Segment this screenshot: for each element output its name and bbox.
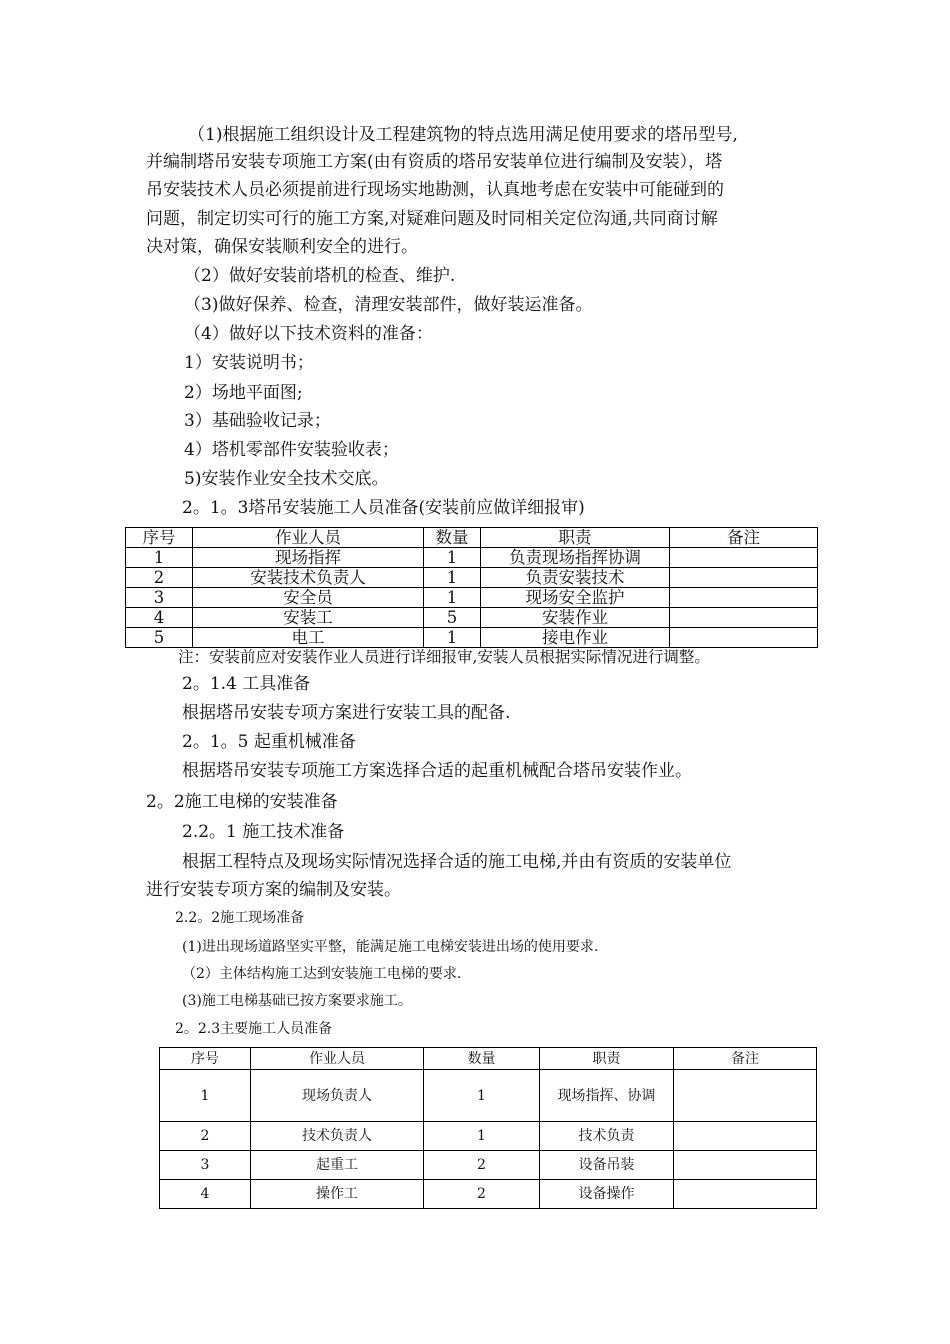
column-header: 职责 [540, 1048, 674, 1070]
table-row [126, 608, 818, 628]
table-cell: 5 [126, 628, 193, 648]
section-heading-2-2-1: 2.2。1 施工技术准备 [182, 822, 345, 842]
column-header: 序号 [160, 1048, 251, 1070]
paragraph-1-line-5: 决对策，确保安装顺利安全的进行。 [146, 237, 418, 257]
table-cell: 1 [126, 548, 193, 568]
table-cell: 现场负责人 [251, 1070, 424, 1122]
table-cell: 安装作业 [481, 608, 670, 628]
paragraph-2: （2）做好安装前塔机的检查、维护. [184, 266, 456, 286]
list-item-5: 5)安装作业安全技术交底。 [184, 469, 389, 489]
table-cell: 1 [424, 568, 481, 588]
list-item-4: 4）塔机零部件安装验收表； [184, 440, 399, 460]
table-cell: 1 [424, 548, 481, 568]
table-row [160, 1122, 817, 1151]
paragraph-2-1-5: 根据塔吊安装专项施工方案选择合适的起重机械配合塔吊安装作业。 [182, 761, 692, 781]
table-cell [674, 1122, 817, 1151]
column-header: 序号 [126, 528, 193, 548]
table-cell [674, 1070, 817, 1122]
table-cell: 设备吊装 [540, 1151, 674, 1180]
table-cell: 2 [424, 1151, 540, 1180]
table-cell [674, 1180, 817, 1209]
paragraph-2-2-2-item-3: (3)施工电梯基础已按方案要求施工。 [182, 993, 412, 1009]
column-header: 备注 [674, 1048, 817, 1070]
paragraph-4: （4）做好以下技术资料的准备： [184, 324, 433, 344]
table-cell: 电工 [193, 628, 424, 648]
table-cell: 4 [126, 608, 193, 628]
section-heading-2-2-3: 2。2.3主要施工人员准备 [175, 1021, 333, 1037]
table-header-row [126, 528, 818, 548]
column-header: 职责 [481, 528, 670, 548]
paragraph-3: （3)做好保养、检查，清理安装部件，做好装运准备。 [184, 295, 593, 315]
table-cell [670, 608, 818, 628]
table-cell: 3 [160, 1151, 251, 1180]
section-heading-2-2-2: 2.2。2施工现场准备 [175, 910, 305, 926]
table-cell: 负责现场指挥协调 [481, 548, 670, 568]
table-cell: 操作工 [251, 1180, 424, 1209]
table-cell: 安装工 [193, 608, 424, 628]
table-cell: 安全员 [193, 588, 424, 608]
table-row [160, 1180, 817, 1209]
table-cell: 3 [126, 588, 193, 608]
paragraph-2-2-1-line-1: 根据工程特点及现场实际情况选择合适的施工电梯,并由有资质的安装单位 [182, 852, 732, 872]
table-cell [674, 1151, 817, 1180]
table-cell: 现场指挥 [193, 548, 424, 568]
table-cell: 4 [160, 1180, 251, 1209]
column-header: 备注 [670, 528, 818, 548]
paragraph-1-line-3: 吊安装技术人员必须提前进行现场实地勘测，认真地考虑在安装中可能碰到的 [146, 180, 724, 200]
table-cell: 2 [424, 1180, 540, 1209]
section-heading-2-2: 2。2施工电梯的安装准备 [146, 792, 338, 812]
column-header: 数量 [424, 528, 481, 548]
table-header-row [160, 1048, 817, 1070]
table-cell: 负责安装技术 [481, 568, 670, 588]
table-cell: 1 [160, 1070, 251, 1122]
table-note: 注：安装前应对安装作业人员进行详细报审,安装人员根据实际情况进行调整。 [178, 648, 710, 666]
table-cell: 2 [126, 568, 193, 588]
table-cell: 现场安全监护 [481, 588, 670, 608]
paragraph-1-line-2: 并编制塔吊安装专项施工方案(由有资质的塔吊安装单位进行编制及安装），塔 [146, 152, 723, 172]
table-cell: 设备操作 [540, 1180, 674, 1209]
table-row [160, 1070, 817, 1122]
table-cell: 2 [160, 1122, 251, 1151]
table-cell: 技术负责 [540, 1122, 674, 1151]
table-cell: 安装技术负责人 [193, 568, 424, 588]
list-item-3: 3）基础验收记录； [184, 411, 331, 431]
table-cell: 1 [424, 1070, 540, 1122]
paragraph-2-2-1-line-2: 进行安装专项方案的编制及安装。 [146, 880, 401, 900]
column-header: 作业人员 [251, 1048, 424, 1070]
paragraph-2-2-2-item-2: （2）主体结构施工达到安装施工电梯的要求. [182, 966, 462, 982]
table-cell [670, 628, 818, 648]
tower-crane-staff-table [125, 527, 818, 648]
paragraph-1-line-4: 问题，制定切实可行的施工方案,对疑难问题及时同相关定位沟通,共同商讨解 [146, 209, 718, 229]
list-item-1: 1）安装说明书； [184, 353, 314, 373]
paragraph-2-1-4: 根据塔吊安装专项方案进行安装工具的配备. [182, 703, 511, 723]
table-cell: 技术负责人 [251, 1122, 424, 1151]
table-cell: 1 [424, 628, 481, 648]
table-cell: 1 [424, 1122, 540, 1151]
table-cell [670, 568, 818, 588]
table-cell [670, 548, 818, 568]
paragraph-1-line-1: （1)根据施工组织设计及工程建筑物的特点选用满足使用要求的塔吊型号, [188, 125, 738, 145]
table-cell: 5 [424, 608, 481, 628]
table-cell [670, 588, 818, 608]
table-cell: 现场指挥、协调 [540, 1070, 674, 1122]
column-header: 作业人员 [193, 528, 424, 548]
elevator-staff-table [159, 1047, 817, 1209]
section-heading-2-1-4: 2。1.4 工具准备 [182, 674, 311, 694]
section-heading-2-1-5: 2。1。5 起重机械准备 [182, 732, 356, 752]
paragraph-2-2-2-item-1: (1)进出现场道路坚实平整，能满足施工电梯安装进出场的使用要求. [182, 939, 599, 955]
table-row [126, 568, 818, 588]
table-row [126, 588, 818, 608]
section-heading-2-1-3: 2。1。3塔吊安装施工人员准备(安装前应做详细报审) [182, 498, 585, 518]
list-item-2: 2）场地平面图; [184, 383, 303, 403]
table-row [126, 548, 818, 568]
table-cell: 1 [424, 588, 481, 608]
table-row [160, 1151, 817, 1180]
table-row [126, 628, 818, 648]
table-cell: 接电作业 [481, 628, 670, 648]
table-cell: 起重工 [251, 1151, 424, 1180]
column-header: 数量 [424, 1048, 540, 1070]
